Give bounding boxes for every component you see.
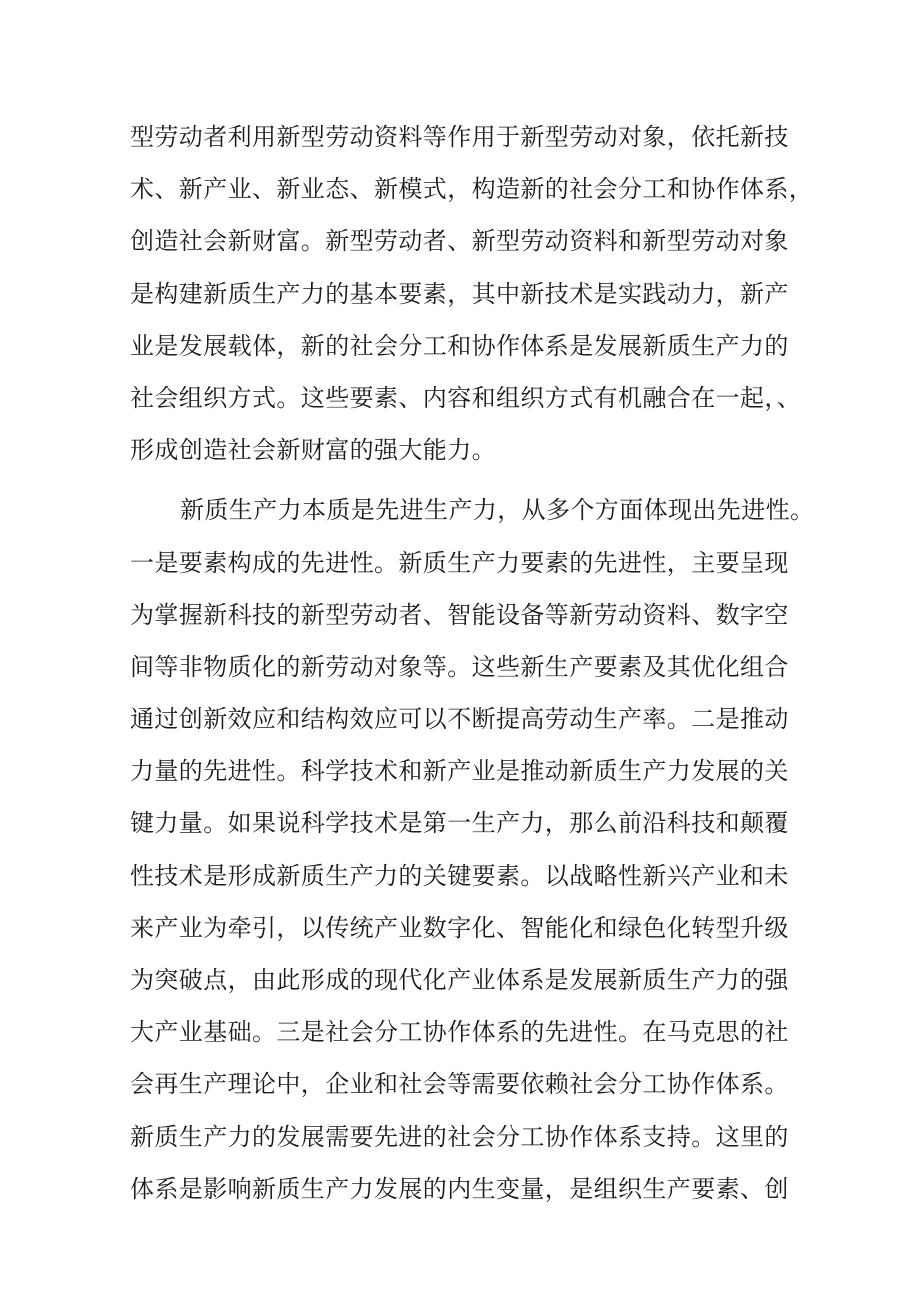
paragraph-line: 术、新产业、新业态、新模式，构造新的社会分工和协作体系， xyxy=(130,175,814,204)
paragraph-line: 业是发展载体，新的社会分工和协作体系是发展新质生产力的 xyxy=(130,331,789,360)
paragraph-line: 形成创造社会新财富的强大能力。 xyxy=(130,436,496,465)
paragraph-line: 为突破点，由此形成的现代化产业体系是发展新质生产力的强 xyxy=(130,966,789,994)
paragraph-line: 性技术是形成新质生产力的关键要素。以战略性新兴产业和未 xyxy=(130,861,789,890)
paragraph-line-indented: 新质生产力本质是先进生产力，从多个方面体现出先进性。 xyxy=(180,496,815,525)
paragraph-line: 键力量。如果说科学技术是第一生产力，那么前沿科技和颠覆 xyxy=(130,809,789,838)
paragraph-line: 来产业为牵引，以传统产业数字化、智能化和绿色化转型升级 xyxy=(130,913,789,942)
paragraph-line: 大产业基础。三是社会分工协作体系的先进性。在马克思的社 xyxy=(130,1018,789,1047)
paragraph-line: 会再生产理论中，企业和社会等需要依赖社会分工协作体系。 xyxy=(130,1070,789,1099)
paragraph-line: 为掌握新科技的新型劳动者、智能设备等新劳动资料、数字空 xyxy=(130,600,789,629)
paragraph-line: 体系是影响新质生产力发展的内生变量，是组织生产要素、创 xyxy=(130,1174,789,1203)
paragraph-1 xyxy=(130,115,814,480)
paragraph-line: 新质生产力的发展需要先进的社会分工协作体系支持。这里的 xyxy=(130,1122,789,1151)
paragraph-2 xyxy=(130,488,815,1219)
paragraph-line: 通过创新效应和结构效应可以不断提高劳动生产率。二是推动 xyxy=(130,705,789,734)
document-body xyxy=(130,115,815,1219)
paragraph-line: 力量的先进性。科学技术和新产业是推动新质生产力发展的关 xyxy=(130,757,789,786)
paragraph-line: 是构建新质生产力的基本要素，其中新技术是实践动力，新产 xyxy=(130,279,789,308)
paragraph-gap xyxy=(130,480,790,488)
paragraph-line: 型劳动者利用新型劳动资料等作用于新型劳动对象，依托新技 xyxy=(130,123,789,151)
paragraph-line: 间等非物质化的新劳动对象等。这些新生产要素及其优化组合 xyxy=(130,652,789,681)
paragraph-line: 一是要素构成的先进性。新质生产力要素的先进性，主要呈现 xyxy=(130,548,789,577)
paragraph-line: 社会组织方式。这些要素、内容和组织方式有机融合在一起，、 xyxy=(130,383,802,412)
paragraph-line: 创造社会新财富。新型劳动者、新型劳动资料和新型劳动对象 xyxy=(130,227,789,256)
